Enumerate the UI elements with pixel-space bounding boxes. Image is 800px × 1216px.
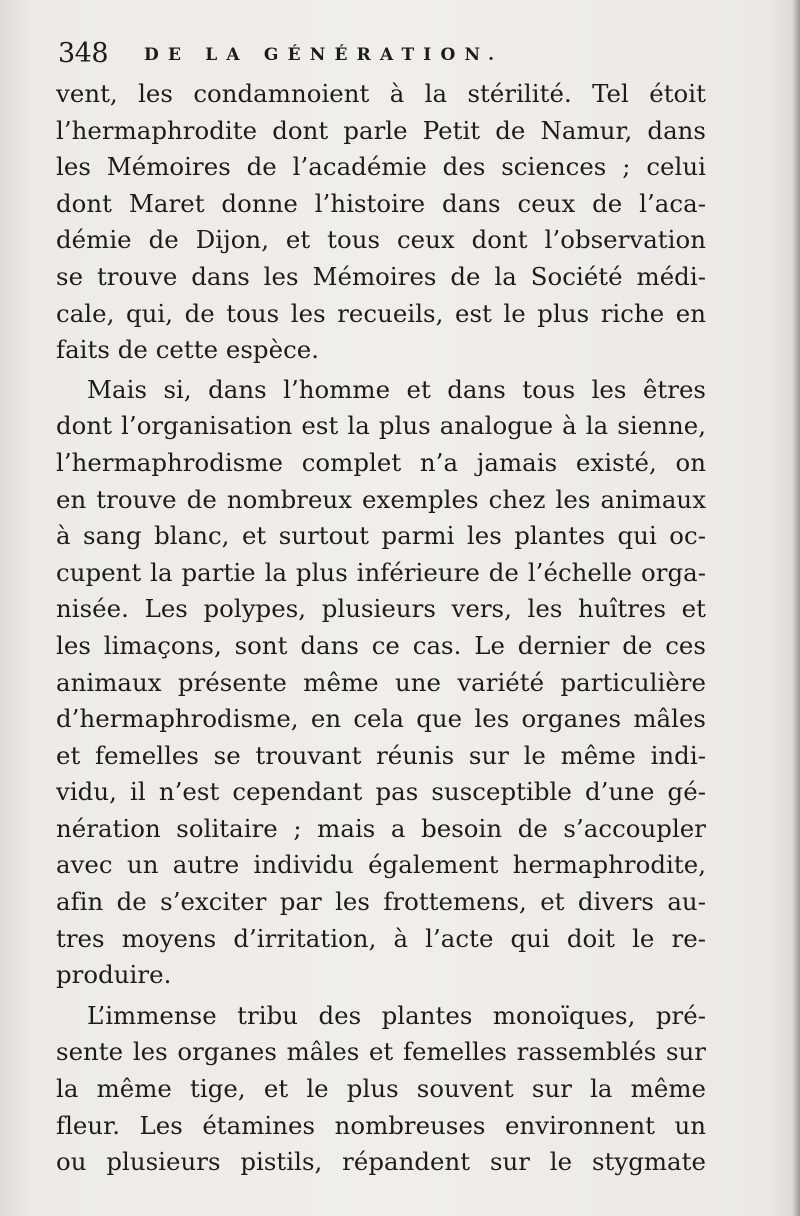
- text-line: l’hermaphrodisme complet n’a jamais existé, on: [56, 447, 706, 477]
- text-line: démie de Dijon, et tous ceux dont l’observation: [56, 225, 706, 255]
- text-line: dont Maret donne l’histoire dans ceux de l’aca-: [56, 188, 706, 218]
- text-line: cale, qui, de tous les recueils, est le plus riche en: [56, 298, 706, 328]
- page-number: 348: [58, 38, 109, 69]
- text-line: à sang blanc, et surtout parmi les plantes qui oc-: [56, 521, 706, 551]
- text-line: animaux présente même une variété particulière: [56, 667, 706, 697]
- text-line: tres moyens d’irritation, à l’acte qui doit le re-: [56, 923, 706, 953]
- text-line: fleur. Les étamines nombreuses environnent un: [56, 1110, 706, 1140]
- text-line: se trouve dans les Mémoires de la Société médi-: [56, 261, 706, 291]
- text-line: avec un autre individu également hermaphrodite,: [56, 850, 706, 880]
- text-line: ou plusieurs pistils, répandent sur le stygmate: [56, 1147, 706, 1177]
- text-line: en trouve de nombreux exemples chez les animaux: [56, 484, 706, 514]
- text-line: d’hermaphrodisme, en cela que les organes mâles: [56, 704, 706, 734]
- page-edge-shadow: [792, 0, 800, 1216]
- text-line: afin de s’exciter par les frottemens, et divers au-: [56, 887, 706, 917]
- page-header: [58, 36, 708, 76]
- text-line: L’immense tribu des plantes monoïques, pré-: [87, 1000, 706, 1030]
- text-line: la même tige, et le plus souvent sur la même: [56, 1074, 706, 1104]
- text-line: les limaçons, sont dans ce cas. Le dernier de ces: [56, 630, 706, 660]
- text-line: cupent la partie la plus inférieure de l’échelle orga-: [56, 557, 706, 587]
- text-line: nisée. Les polypes, plusieurs vers, les huîtres et: [56, 594, 706, 624]
- text-line: les Mémoires de l’académie des sciences ; celui: [56, 152, 706, 182]
- text-line: et femelles se trouvant réunis sur le même indi-: [56, 740, 706, 770]
- text-line: sente les organes mâles et femelles rassemblés sur: [56, 1037, 706, 1067]
- body-text: [56, 76, 706, 1181]
- text-line: l’hermaphrodite dont parle Petit de Namur, dans: [56, 115, 706, 145]
- text-line: dont l’organisation est la plus analogue à la sienne,: [56, 411, 706, 441]
- running-head: DE LA GÉNÉRATION.: [144, 45, 504, 65]
- text-line: produire.: [56, 960, 172, 990]
- text-line: faits de cette espèce.: [56, 335, 320, 365]
- text-line: vidu, il n’est cependant pas susceptible d’une gé-: [56, 777, 706, 807]
- text-line: nération solitaire ; mais a besoin de s’accoupler: [56, 813, 706, 843]
- text-line: Mais si, dans l’homme et dans tous les êtres: [87, 374, 706, 404]
- text-line: vent, les condamnoient à la stérilité. Tel étoit: [56, 79, 706, 108]
